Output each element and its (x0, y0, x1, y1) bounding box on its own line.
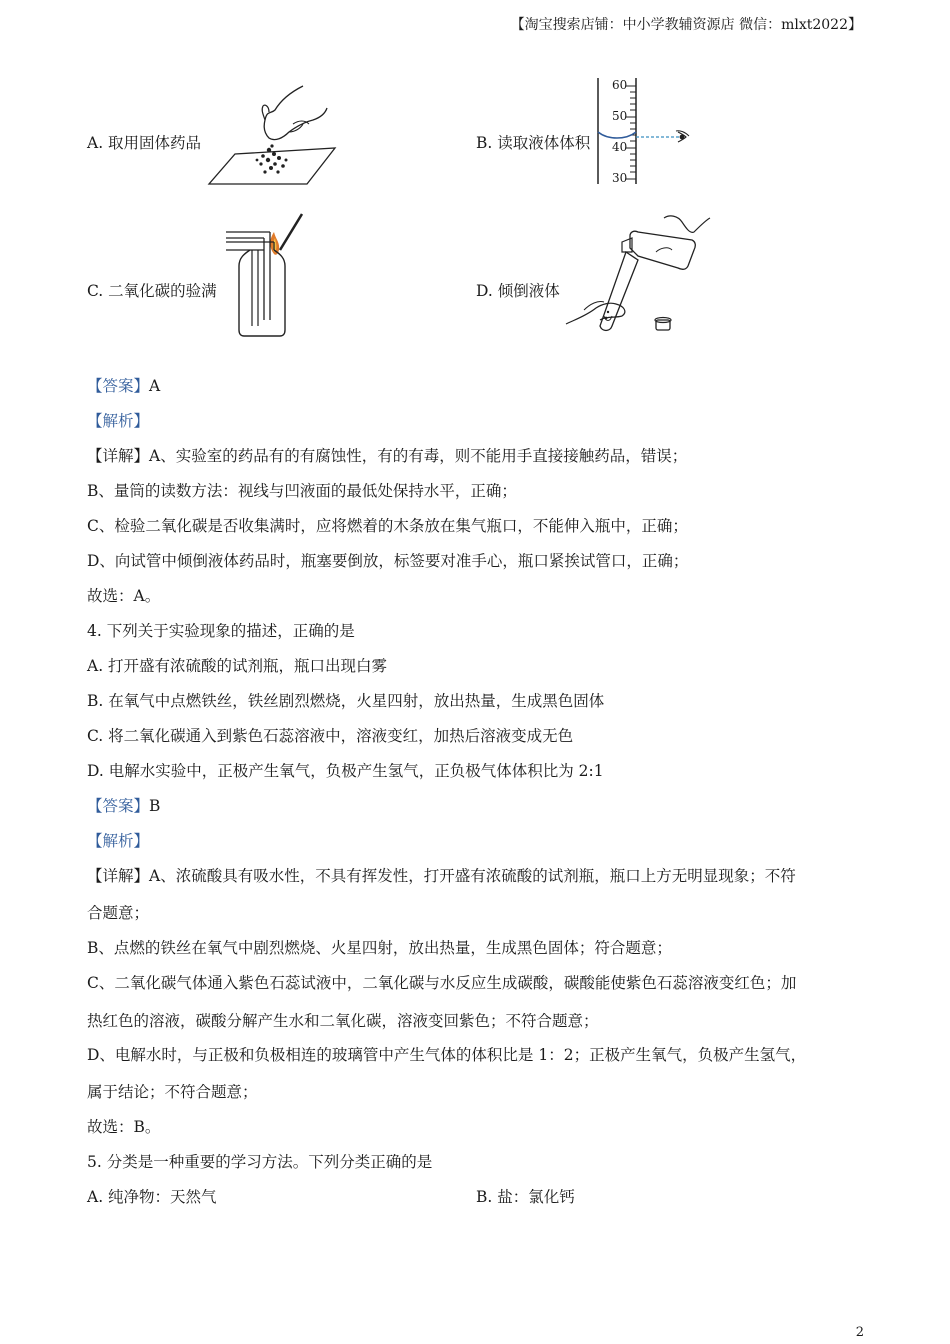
cylinder-scale-30: 30 (612, 171, 628, 185)
q5-stem: 5. 分类是一种重要的学习方法。下列分类正确的是 (87, 1153, 433, 1171)
page-header: 【淘宝搜索店铺：中小学教辅资源店 微信：mlxt2022】 (510, 17, 862, 33)
q4-detail-line: 合题意； (87, 904, 150, 922)
q3-option-a: A. 取用固体药品 (87, 134, 202, 152)
q3-detail-line: D、向试管中倾倒液体药品时，瓶塞要倒放，标签要对准手心，瓶口紧挨试管口，正确； (87, 552, 689, 570)
q4-option-c: C. 将二氧化碳通入到紫色石蕊溶液中，溶液变红，加热后溶液变成无色 (87, 727, 574, 745)
q4-conclusion: 故选：B。 (87, 1118, 161, 1136)
q3-option-c: C. 二氧化碳的验满 (87, 282, 217, 300)
detail-text: A、浓硫酸具有吸水性，不具有挥发性，打开盛有浓硫酸的试剂瓶，瓶口上方无明显现象；不符 (149, 867, 796, 885)
q3-option-b: B. 读取液体体积 (476, 134, 591, 152)
q3-detail-line: B、量筒的读数方法：视线与凹液面的最低处保持水平，正确； (87, 482, 517, 500)
detail-tag: 【详解】 (87, 447, 150, 465)
answer-tag: 【答案】 (87, 377, 150, 395)
cylinder-scale-40: 40 (612, 140, 628, 154)
q5-option-a: A. 纯净物：天然气 (87, 1188, 217, 1206)
q5-option-b: B. 盐：氯化钙 (476, 1188, 575, 1206)
q4-detail-line: B、点燃的铁丝在氧气中剧烈燃烧、火星四射，放出热量，生成黑色固体；符合题意； (87, 939, 672, 957)
q3-answer (87, 376, 160, 396)
q4-detail-line: 热红色的溶液，碳酸分解产生水和二氧化碳，溶液变回紫色；不符合题意； (87, 1012, 599, 1030)
graduated-cylinder-illustration (590, 76, 700, 188)
detail-tag: 【详解】 (87, 867, 150, 885)
q3-detail-line (87, 446, 687, 466)
q4-stem: 4. 下列关于实验现象的描述，正确的是 (87, 622, 355, 640)
q3-option-d: D. 倾倒液体 (476, 282, 560, 300)
answer-value: B (149, 797, 161, 815)
q4-option-a: A. 打开盛有浓硫酸的试剂瓶，瓶口出现白雾 (87, 657, 388, 675)
cylinder-scale-50: 50 (612, 109, 628, 123)
q3-conclusion: 故选：A。 (87, 587, 161, 605)
q3-analysis-tag: 【解析】 (87, 412, 150, 430)
q4-detail-line: C、二氧化碳气体通入紫色石蕊试液中，二氧化碳与水反应生成碳酸，碳酸能使紫色石蕊溶液变红色；加 (87, 974, 797, 992)
q4-answer (87, 796, 160, 816)
detail-text: A、实验室的药品有的有腐蚀性，有的有毒，则不能用手直接接触药品，错误； (149, 447, 688, 465)
q4-option-d: D. 电解水实验中，正极产生氧气，负极产生氢气，正负极气体体积比为 2:1 (87, 762, 604, 780)
pour-liquid-illustration (560, 208, 715, 340)
cylinder-scale-60: 60 (612, 78, 628, 92)
q3-detail-line: C、检验二氧化碳是否收集满时，应将燃着的木条放在集气瓶口，不能伸入瓶中，正确； (87, 517, 688, 535)
q4-analysis-tag: 【解析】 (87, 832, 150, 850)
q4-detail-line: 属于结论；不符合题意； (87, 1083, 258, 1101)
q4-detail-line: D、电解水时，与正极和负极相连的玻璃管中产生气体的体积比是 1：2；正极产生氧气，负极产生氢气， (87, 1046, 807, 1064)
q4-detail-line (87, 866, 796, 886)
page-number: 2 (855, 1325, 864, 1340)
answer-tag: 【答案】 (87, 797, 150, 815)
co2-gas-bottle-illustration (222, 210, 312, 340)
answer-value: A (149, 377, 161, 395)
take-solid-reagent-illustration (205, 80, 340, 190)
q4-option-b: B. 在氧气中点燃铁丝，铁丝剧烈燃烧，火星四射，放出热量，生成黑色固体 (87, 692, 605, 710)
